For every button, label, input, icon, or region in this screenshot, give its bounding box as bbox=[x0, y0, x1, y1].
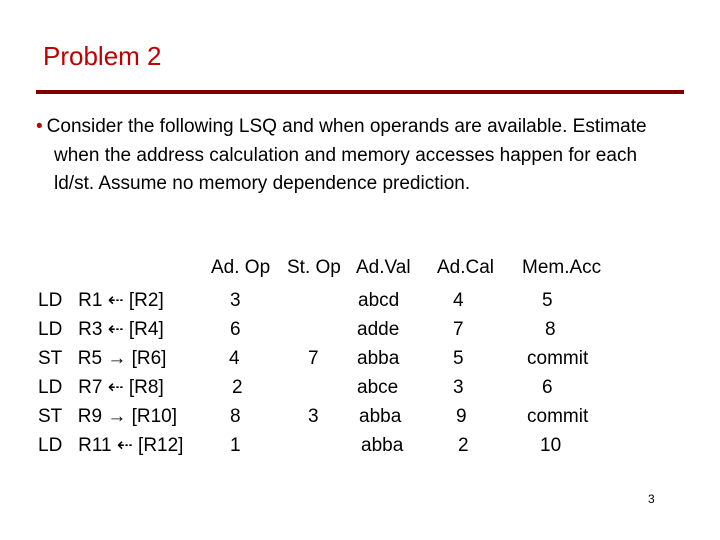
header-mem-acc: Mem.Acc bbox=[522, 257, 602, 278]
row-ad-val: abce bbox=[357, 377, 399, 398]
header-ad-cal: Ad.Cal bbox=[437, 257, 495, 278]
row-st-op: 3 bbox=[308, 406, 319, 427]
row-ad-op: 8 bbox=[230, 406, 241, 427]
row-ad-op: 4 bbox=[229, 348, 240, 369]
row-ad-val: abba bbox=[361, 435, 404, 456]
row-ad-cal: 7 bbox=[453, 319, 464, 340]
row-instr: ST R9 → [R10] bbox=[38, 406, 178, 427]
row-ad-op: 6 bbox=[230, 319, 241, 340]
row-ad-cal: 4 bbox=[453, 290, 464, 311]
row-mem-acc: 5 bbox=[542, 290, 553, 311]
row-ad-op: 1 bbox=[230, 435, 241, 456]
row-ad-val: adde bbox=[357, 319, 400, 340]
row-mem-acc: 8 bbox=[545, 319, 556, 340]
row-ad-cal: 9 bbox=[456, 406, 467, 427]
row-mem-acc: commit bbox=[527, 406, 589, 427]
row-ad-op: 2 bbox=[232, 377, 243, 398]
row-mem-acc: commit bbox=[527, 348, 589, 369]
row-instr: LD R11 ⇠ [R12] bbox=[38, 435, 184, 456]
bullet-text: Consider the following LSQ and when operands are available. Estimate when the address calculation and memory accesses happen for each ld/st. Assume no memory dependence prediction. bbox=[46, 116, 647, 194]
header-ad-val: Ad.Val bbox=[356, 257, 411, 278]
slide-title: Problem 2 bbox=[43, 41, 162, 71]
header-ad-op: Ad. Op bbox=[211, 257, 271, 278]
row-ad-cal: 3 bbox=[453, 377, 464, 398]
row-ad-cal: 5 bbox=[453, 348, 464, 369]
row-mem-acc: 10 bbox=[540, 435, 562, 456]
row-instr: LD R3 ⇠ [R4] bbox=[38, 319, 164, 340]
row-instr: LD R7 ⇠ [R8] bbox=[38, 377, 164, 398]
row-mem-acc: 6 bbox=[542, 377, 553, 398]
page-number: 3 bbox=[648, 492, 655, 506]
row-ad-cal: 2 bbox=[458, 435, 469, 456]
row-instr: ST R5 → [R6] bbox=[38, 348, 167, 369]
header-st-op: St. Op bbox=[287, 257, 341, 278]
bullet-dot: • bbox=[36, 116, 43, 137]
row-instr: LD R1 ⇠ [R2] bbox=[38, 290, 164, 311]
row-st-op: 7 bbox=[308, 348, 319, 369]
row-ad-val: abba bbox=[357, 348, 400, 369]
row-ad-val: abba bbox=[359, 406, 402, 427]
row-ad-op: 3 bbox=[230, 290, 241, 311]
row-ad-val: abcd bbox=[358, 290, 400, 311]
